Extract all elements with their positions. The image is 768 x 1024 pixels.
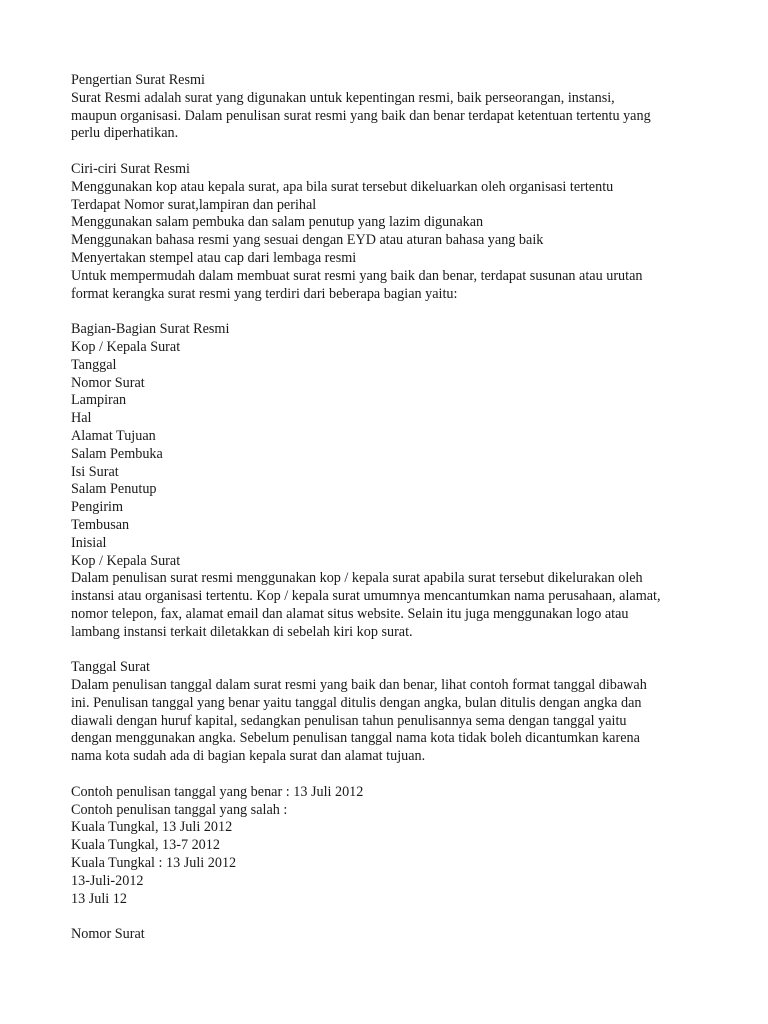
text-line: ini. Penulisan tanggal yang benar yaitu tanggal ditulis dengan angka, bulan ditulis dengan angka dan: [71, 694, 642, 711]
text-line: diawali dengan huruf kapital, sedangkan penulisan tahun penulisannya sema dengan tanggal yaitu: [71, 712, 627, 729]
text-line: Terdapat Nomor surat,lampiran dan perihal: [71, 196, 317, 213]
blank-line: [71, 766, 711, 784]
text-line: Inisial: [71, 534, 107, 551]
text-line: Surat Resmi adalah surat yang digunakan untuk kepentingan resmi, baik perseorangan, instansi,: [71, 89, 615, 106]
blank-line: [71, 143, 711, 161]
text-line: Kuala Tungkal : 13 Juli 2012: [71, 855, 237, 872]
text-line: Nomor Surat: [71, 374, 145, 391]
text-line: nama kota sudah ada di bagian kepala surat dan alamat tujuan.: [71, 748, 426, 765]
text-line: Salam Penutup: [71, 481, 157, 498]
text-line: Kop / Kepala Surat: [71, 338, 181, 355]
text-line: Menggunakan kop atau kepala surat, apa bila surat tersebut dikeluarkan oleh organisasi tertentu: [71, 178, 614, 195]
text-line: Alamat Tujuan: [71, 427, 156, 444]
text-line: perlu diperhatikan.: [71, 125, 179, 142]
text-line: Ciri-ciri Surat Resmi: [71, 160, 191, 177]
text-line: Lampiran: [71, 392, 127, 409]
blank-line: [71, 303, 711, 321]
text-line: nomor telepon, fax, alamat email dan alamat situs website. Selain itu juga menggunakan logo atau: [71, 605, 629, 622]
text-line: Menggunakan salam pembuka dan salam penutup yang lazim digunakan: [71, 214, 484, 231]
text-line: instansi atau organisasi tertentu. Kop / kepala surat umumnya mencantumkan nama perusahaan, alamat,: [71, 588, 661, 605]
text-line: Isi Surat: [71, 463, 119, 480]
text-line: Tanggal Surat: [71, 659, 150, 676]
text-line: Pengirim: [71, 499, 124, 516]
text-line: Untuk mempermudah dalam membuat surat resmi yang baik dan benar, terdapat susunan atau urutan: [71, 267, 643, 284]
text-line: 13 Juli 12: [71, 890, 127, 907]
text-line: Hal: [71, 410, 92, 427]
text-line: format kerangka surat resmi yang terdiri dari beberapa bagian yaitu:: [71, 285, 458, 302]
text-line: Menggunakan bahasa resmi yang sesuai dengan EYD atau aturan bahasa yang baik: [71, 232, 544, 249]
text-line: Kuala Tungkal, 13 Juli 2012: [71, 819, 233, 836]
text-line: Dalam penulisan surat resmi menggunakan kop / kepala surat apabila surat tersebut dikelurakan oleh: [71, 570, 643, 587]
text-line: Bagian-Bagian Surat Resmi: [71, 321, 230, 338]
text-line: Nomor Surat: [71, 926, 145, 943]
document-body: [71, 72, 711, 944]
text-line: Pengertian Surat Resmi: [71, 72, 205, 88]
blank-line: [71, 908, 711, 926]
text-line: Dalam penulisan tanggal dalam surat resmi yang baik dan benar, lihat contoh format tanggal dibawah: [71, 677, 647, 694]
text-line: maupun organisasi. Dalam penulisan surat resmi yang baik dan benar terdapat ketentuan tertentu yang: [71, 107, 651, 124]
text-line: Kop / Kepala Surat: [71, 552, 181, 569]
text-line: Tembusan: [71, 516, 130, 533]
text-line: dengan menggunakan angka. Sebelum penulisan tanggal nama kota tidak boleh dicantumkan karena: [71, 730, 640, 747]
text-line: lambang instansi terkait diletakkan di sebelah kiri kop surat.: [71, 623, 413, 640]
blank-line: [71, 642, 711, 660]
text-line: Contoh penulisan tanggal yang benar : 13 Juli 2012: [71, 783, 364, 800]
text-line: 13-Juli-2012: [71, 872, 144, 889]
text-line: Contoh penulisan tanggal yang salah :: [71, 801, 288, 818]
text-line: Salam Pembuka: [71, 445, 163, 462]
text-line: Kuala Tungkal, 13-7 2012: [71, 837, 220, 854]
text-line: Tanggal: [71, 356, 117, 373]
text-line: Menyertakan stempel atau cap dari lembaga resmi: [71, 249, 357, 266]
